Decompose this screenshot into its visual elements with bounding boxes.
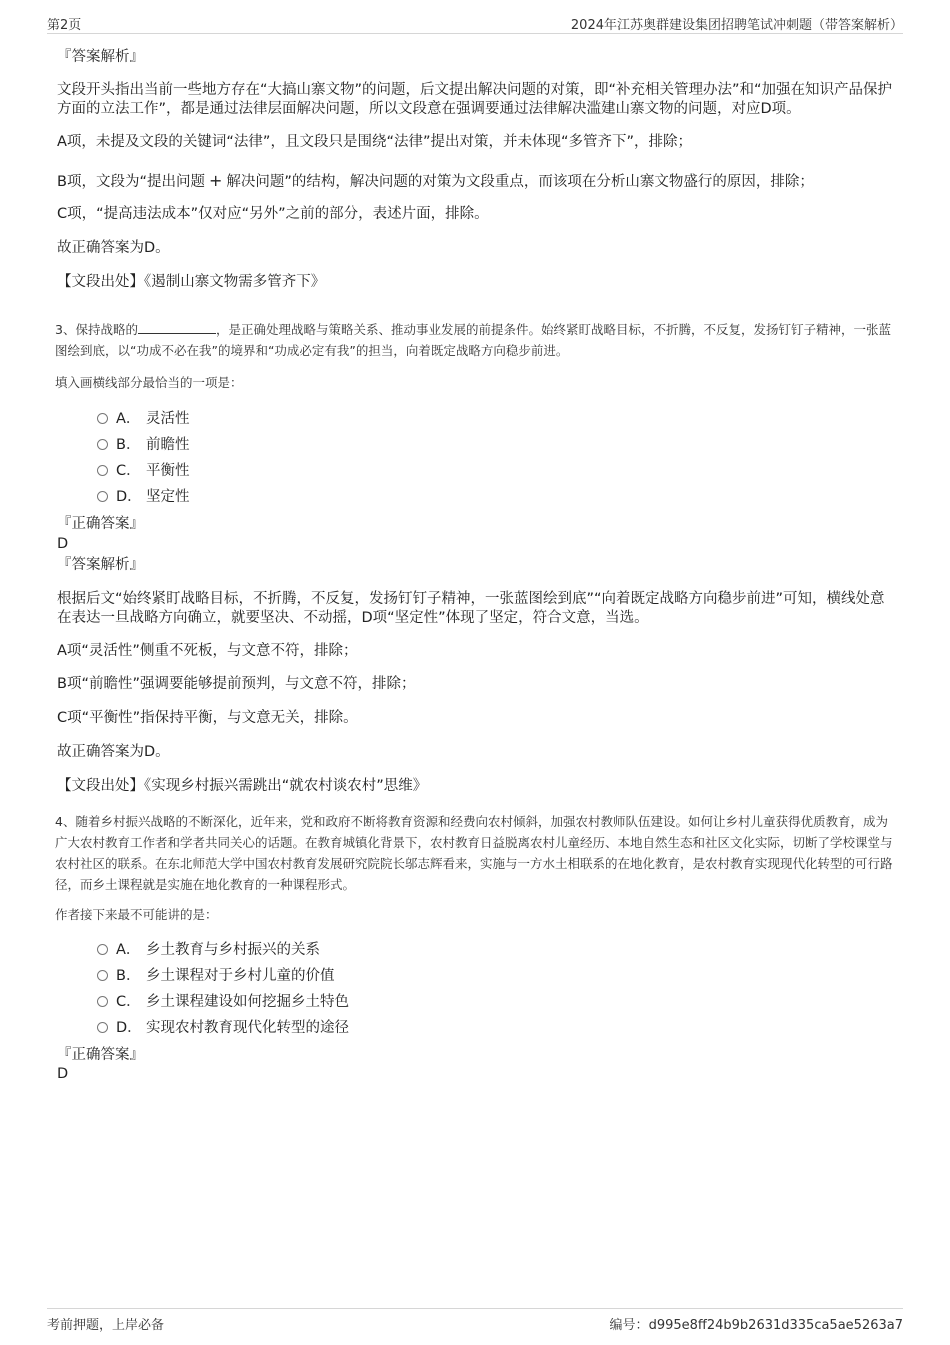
q3-correct-value: D <box>57 536 69 552</box>
q3-option-c-note: C项“平衡性”指保持平衡，与文意无关，排除。 <box>57 710 358 726</box>
serial-number <box>610 1314 903 1333</box>
serial-label: 编号： <box>609 1318 649 1333</box>
q2-analysis-text: 文段开头指出当前一些地方存在“大搞山寨文物”的问题，后文提出解决问题的对策，即“补充相关管理办法”和“加强在知识产品保护方面的立法工作”，都是通过法律层面解决问题，所以文段意在强调要通过法律解决滥建山寨文物的问题，对应D项。 <box>57 82 893 117</box>
q4-prompt: 作者接下来最不可能讲的是： <box>55 907 218 922</box>
radio-icon[interactable] <box>97 465 108 476</box>
q4-correct-label: 『正确答案』 <box>57 1047 144 1063</box>
q3-analysis-text: 根据后文“始终紧盯战略目标，不折腾，不反复，发扬钉钉子精神，一张蓝图绘到底”“向着既定战略方向稳步前进”可知，横线处意在表达一旦战略方向确立，就要坚决、不动摇，D项“坚定性”体现了坚定，符合文意，当选。 <box>57 591 885 626</box>
page-footer <box>47 1314 903 1334</box>
radio-icon[interactable] <box>97 1022 108 1033</box>
q3-option-c[interactable]: C． 平衡性 <box>97 461 190 481</box>
page-number: 第2页 <box>47 18 82 33</box>
page-header <box>47 14 903 34</box>
q3-option-d[interactable]: D． 坚定性 <box>97 487 190 507</box>
q3-option-b-note: B项“前瞻性”强调要能够提前预判，与文意不符，排除； <box>57 676 416 692</box>
footer-slogan: 考前押题，上岸必备 <box>47 1318 165 1333</box>
q4-correct-value: D <box>57 1066 69 1082</box>
q4-option-b[interactable]: B． 乡土课程对于乡村儿童的价值 <box>97 966 335 986</box>
q4-option-c[interactable]: C． 乡土课程建设如何挖掘乡土特色 <box>97 992 349 1012</box>
q3-stem <box>55 319 895 361</box>
q3-analysis-label: 『答案解析』 <box>57 557 144 573</box>
radio-icon[interactable] <box>97 413 108 424</box>
header-divider <box>47 33 903 34</box>
q2-option-a-note: A项，未提及文段的关键词“法律”，且文段只是围绕“法律”提出对策，并未体现“多管齐下”，排除； <box>57 134 692 150</box>
radio-icon[interactable] <box>97 491 108 502</box>
radio-icon[interactable] <box>97 970 108 981</box>
q2-option-b-note <box>57 171 897 192</box>
q4-option-a[interactable]: A． 乡土教育与乡村振兴的关系 <box>97 940 320 960</box>
q2-option-b-note-part1: B项，文段为“提出问题 <box>57 174 205 190</box>
q2-option-c-note: C项，“提高违法成本”仅对应“另外”之前的部分，表述片面，排除。 <box>57 206 489 222</box>
plus-symbol: + <box>208 171 223 190</box>
q3-stem-part1: 3、保持战略的 <box>55 322 138 337</box>
radio-icon[interactable] <box>97 996 108 1007</box>
document-title: 2024年江苏奥群建设集团招聘笔试冲刺题（带答案解析） <box>570 18 903 33</box>
q2-source: 【文段出处】《遏制山寨文物需多管齐下》 <box>57 274 326 290</box>
footer-divider <box>47 1308 903 1309</box>
q4-stem: 4、随着乡村振兴战略的不断深化，近年来，党和政府不断将教育资源和经费向农村倾斜，加强农村教师队伍建设。如何让乡村儿童获得优质教育，成为广大农村教育工作者和学者共同关心的话题。在教育城镇化背景下，农村教育日益脱离农村儿童经历、本地自然生态和社区文化实际，切断了学校课堂与农村社区的联系。在东北师范大学中国农村教育发展研究院院长邬志辉看来，实施与一方水土相联系的在地化教育，是农村教育实现现代化转型的可行路径，而乡土课程就是实施在地化教育的一种课程形式。 <box>55 814 893 892</box>
serial-value: d995e8ff24b9b2631d335ca5ae5263a7 <box>648 1318 903 1333</box>
radio-icon[interactable] <box>97 944 108 955</box>
q3-option-b[interactable]: B． 前瞻性 <box>97 435 190 455</box>
q2-option-b-note-part2: 解决问题”的结构，解决问题的对策为文段重点，而该项在分析山寨文物盛行的原因，排除； <box>226 174 814 190</box>
q3-source: 【文段出处】《实现乡村振兴需跳出“就农村谈农村”思维》 <box>57 778 428 794</box>
q3-correct-label: 『正确答案』 <box>57 516 144 532</box>
q3-prompt: 填入画横线部分最恰当的一项是： <box>55 375 243 390</box>
q3-option-a[interactable]: A． 灵活性 <box>97 409 190 429</box>
fill-in-blank <box>138 320 216 334</box>
q2-analysis-label: 『答案解析』 <box>57 49 144 65</box>
radio-icon[interactable] <box>97 439 108 450</box>
q2-conclusion: 故正确答案为D。 <box>57 240 170 256</box>
q4-option-d[interactable]: D． 实现农村教育现代化转型的途径 <box>97 1018 349 1038</box>
q3-conclusion: 故正确答案为D。 <box>57 744 170 760</box>
q3-stem-part2: ，是正确处理战略与策略关系、推动事业发展的前提条件。始终紧盯战略目标，不折腾，不反复，发扬钉钉子精神，一张蓝图绘到底，以“功成不必在我”的境界和“功成必定有我”的担当，向着既定战略方向稳步前进。 <box>55 322 891 358</box>
q3-option-a-note: A项“灵活性”侧重不死板，与文意不符，排除； <box>57 643 358 659</box>
